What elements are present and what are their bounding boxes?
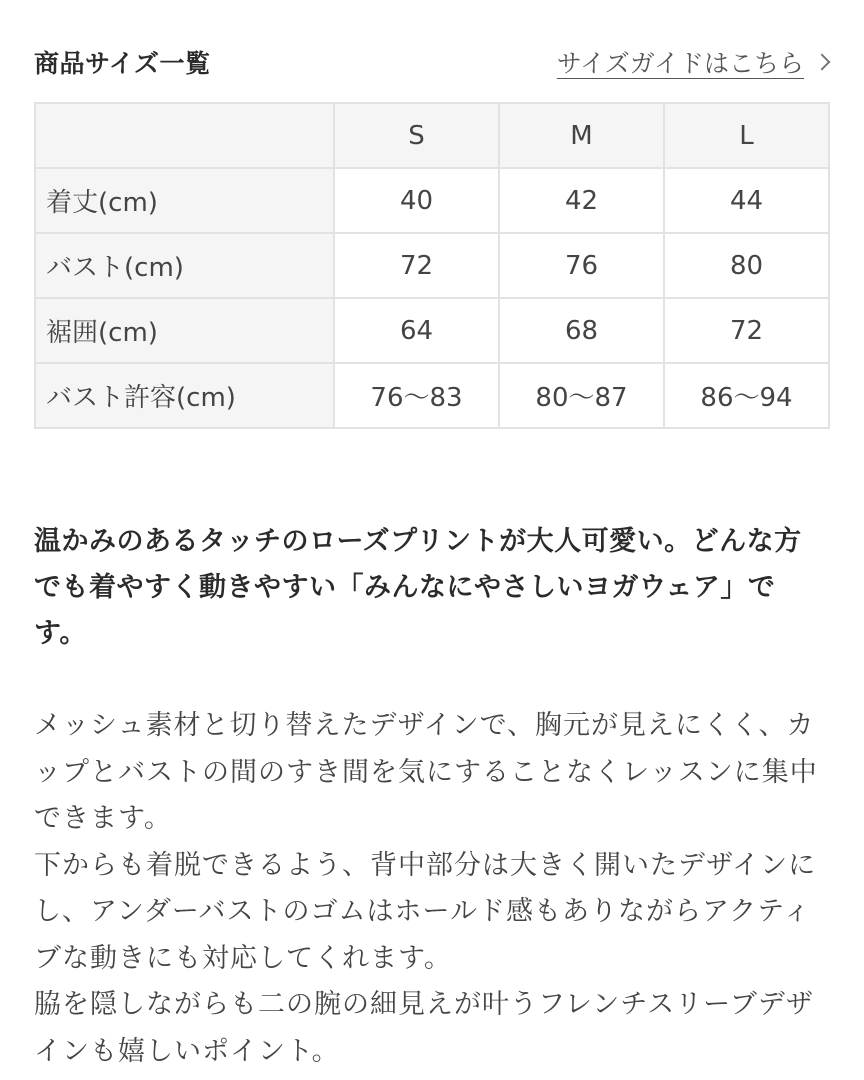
table-header-size-l: L bbox=[664, 103, 829, 168]
table-cell: 76 bbox=[499, 233, 664, 298]
table-cell: 40 bbox=[334, 168, 499, 233]
section-title: 商品サイズ一覧 bbox=[34, 49, 211, 78]
description-paragraph: メッシュ素材と切り替えたデザインで、胸元が見えにくく、カップとバストの間のすき間を気にすることなくレッスンに集中できます。 bbox=[34, 710, 818, 834]
size-guide-link-label[interactable]: サイズガイドはこちら bbox=[556, 49, 804, 78]
chevron-right-icon[interactable] bbox=[814, 54, 831, 71]
table-row bbox=[35, 168, 829, 233]
table-cell: 72 bbox=[664, 298, 829, 363]
table-header-size-s: S bbox=[334, 103, 499, 168]
row-label-hem: 裾囲(cm) bbox=[35, 298, 334, 363]
table-cell: 68 bbox=[499, 298, 664, 363]
table-cell: 80〜87 bbox=[499, 363, 664, 428]
table-cell: 44 bbox=[664, 168, 829, 233]
table-cell: 64 bbox=[334, 298, 499, 363]
row-label-bust-range: バスト許容(cm) bbox=[35, 363, 334, 428]
table-cell: 76〜83 bbox=[334, 363, 499, 428]
size-list-header bbox=[34, 40, 834, 84]
size-guide-link[interactable] bbox=[557, 44, 834, 80]
table-cell: 72 bbox=[334, 233, 499, 298]
row-label-length: 着丈(cm) bbox=[35, 168, 334, 233]
table-cell: 86〜94 bbox=[664, 363, 829, 428]
description-paragraph: 下からも着脱できるよう、背中部分は大きく開いたデザインにし、アンダーバストのゴムはホールド感もありながらアクティブな動きにも対応してくれます。 bbox=[34, 849, 817, 974]
table-row bbox=[35, 233, 829, 298]
row-label-bust: バスト(cm) bbox=[35, 233, 334, 298]
table-row bbox=[35, 298, 829, 363]
description-paragraph: 脇を隠しながらも二の腕の細見えが叶うフレンチスリーブデザインも嬉しいポイント。 bbox=[34, 989, 814, 1067]
size-table bbox=[34, 102, 830, 429]
product-lead-text: 温かみのあるタッチのローズプリントが大人可愛い。どんな方でも着やすく動きやすい「みんなにやさしいヨガウェア」です。 bbox=[34, 526, 802, 649]
table-header-size-m: M bbox=[499, 103, 664, 168]
table-header-row bbox=[35, 103, 829, 168]
product-description bbox=[34, 703, 824, 1075]
table-cell: 42 bbox=[499, 168, 664, 233]
table-row bbox=[35, 363, 829, 428]
table-header-corner bbox=[35, 103, 334, 168]
table-cell: 80 bbox=[664, 233, 829, 298]
